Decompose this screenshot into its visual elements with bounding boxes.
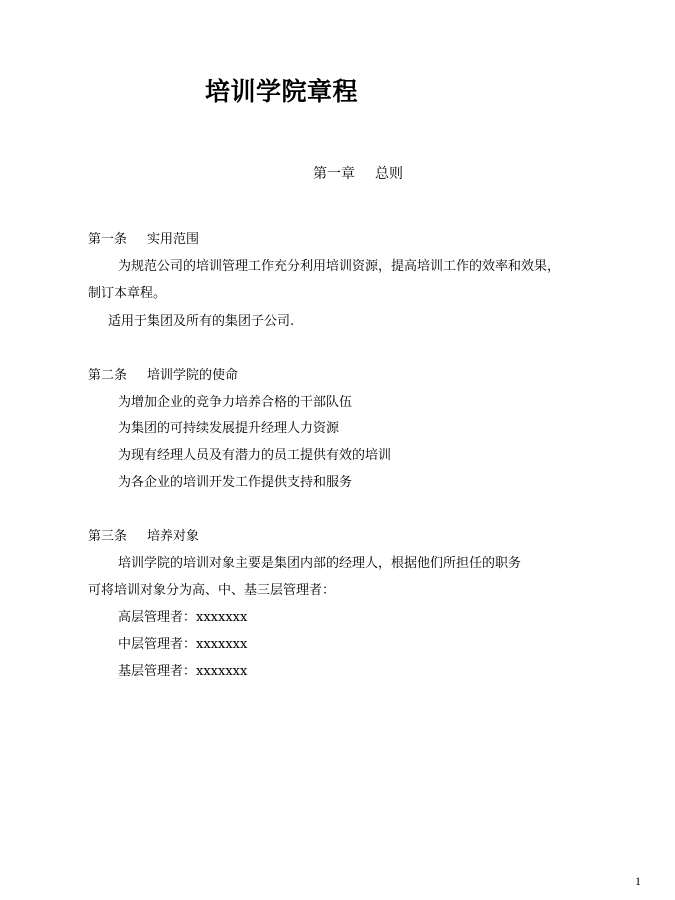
section-2-line-1: 为增加企业的竞争力培养合格的干部队伍 <box>118 395 353 410</box>
section-3-title: 培养对象 <box>147 529 200 544</box>
section-1-line-2: 制订本章程。 <box>88 286 167 301</box>
document-title: 培训学院章程 <box>205 77 359 106</box>
section-2-line-4: 为各企业的培训开发工作提供支持和服务 <box>118 475 353 490</box>
section-2-title: 培训学院的使命 <box>147 368 239 383</box>
section-2-number: 第二条 <box>88 368 128 383</box>
page-number: 1 <box>635 874 641 888</box>
section-3-line-3: 高层管理者：xxxxxxx <box>118 610 248 625</box>
section-1-line-3: 适用于集团及所有的集团子公司. <box>108 314 295 329</box>
section-2-line-3: 为现有经理人员及有潜力的员工提供有效的培训 <box>118 448 392 463</box>
section-3-line-1: 培训学院的培训对象主要是集团内部的经理人，根据他们所担任的职务 <box>118 556 522 571</box>
section-1-title: 实用范围 <box>147 232 200 247</box>
section-1-line-1: 为规范公司的培训管理工作充分利用培训资源，提高培训工作的效率和效果， <box>118 259 561 274</box>
section-1-heading <box>88 231 199 249</box>
section-1-number: 第一条 <box>88 232 128 247</box>
chapter-heading <box>313 164 403 184</box>
chapter-name: 总则 <box>375 166 403 182</box>
chapter-number: 第一章 <box>313 166 355 182</box>
section-3-heading <box>88 528 199 546</box>
section-2-line-2: 为集团的可持续发展提升经理人力资源 <box>118 421 340 436</box>
section-3-line-4: 中层管理者：xxxxxxx <box>118 637 248 652</box>
section-3-number: 第三条 <box>88 529 128 544</box>
section-2-heading <box>88 367 238 385</box>
section-3-line-5: 基层管理者：xxxxxxx <box>118 664 248 679</box>
section-3-line-2: 可将培训对象分为高、中、基三层管理者： <box>88 583 336 598</box>
